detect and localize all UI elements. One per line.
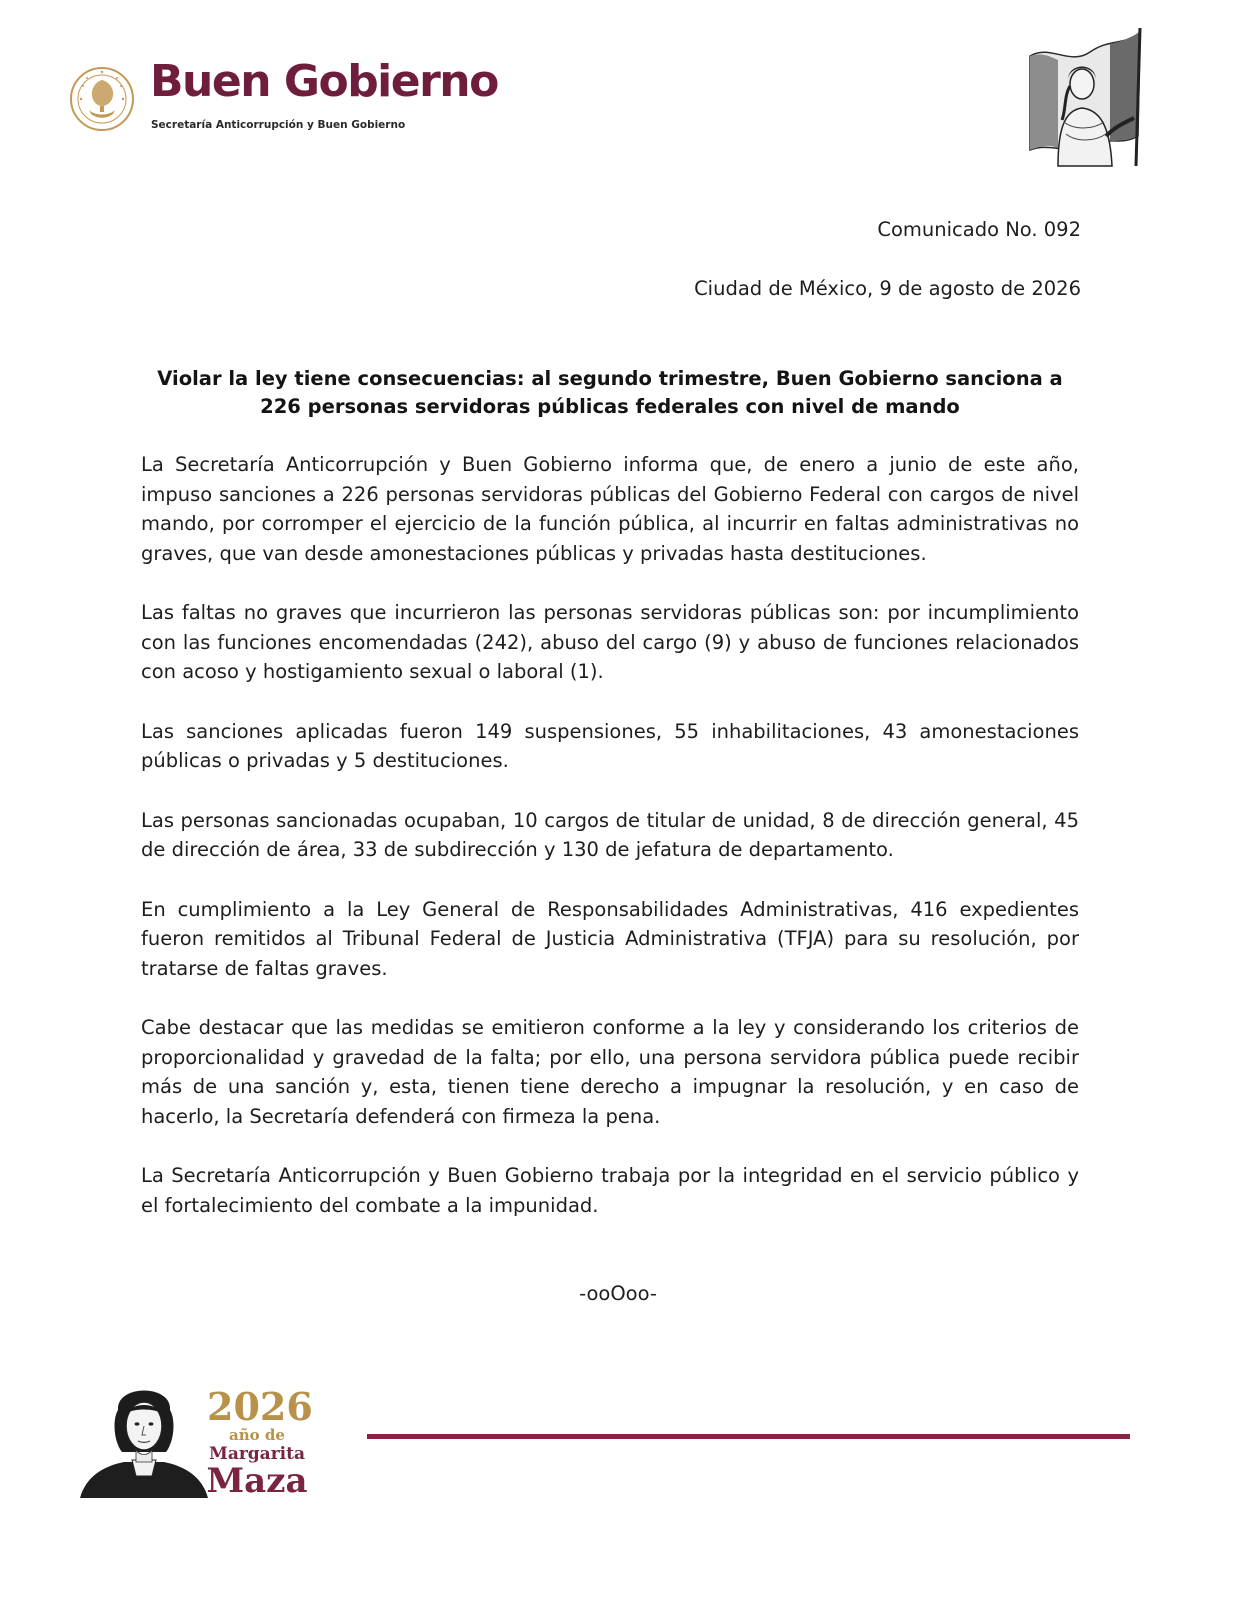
brand-subtitle: Secretaría Anticorrupción y Buen Gobierno <box>151 119 406 131</box>
footer-divider <box>367 1434 1130 1439</box>
year-subtitle: año de <box>229 1426 285 1444</box>
honoree-first-name: Margarita <box>209 1444 305 1464</box>
year-label: 2026 <box>207 1384 313 1429</box>
paragraph: La Secretaría Anticorrupción y Buen Gobierno trabaja por la integridad en el servicio público y el fortalecimiento del combate a la impunidad. <box>141 1164 1079 1217</box>
press-release-body <box>141 450 1079 1250</box>
paragraph: Cabe destacar que las medidas se emitieron conforme a la ley y considerando los criterios de proporcionalidad y gravedad de la falta; por ello, una persona servidora pública puede recibir más de una sanción y, esta, tienen tiene derecho a impugnar la resolución, y en caso de hacerlo, la Secretaría defenderá con firmeza la pena. <box>141 1016 1079 1128</box>
honoree-last-name: Maza <box>206 1461 308 1501</box>
paragraph: Las personas sancionadas ocupaban, 10 cargos de titular de unidad, 8 de dirección general, 45 de dirección de área, 33 de subdirección y 130 de jefatura de departamento. <box>141 808 1079 861</box>
margarita-maza-portrait <box>80 1380 208 1498</box>
paragraph: En cumplimiento a la Ley General de Responsabilidades Administrativas, 416 expedientes fueron remitidos al Tribunal Federal de Justicia Administrativa (TFJA) para su resolución, por tratarse de faltas graves. <box>141 897 1079 980</box>
closing-mark: -ooOoo- <box>579 1282 657 1305</box>
press-release-title: Violar la ley tiene consecuencias: al segundo trimestre, Buen Gobierno sanciona a 226 personas servidoras públicas federales con nivel de mando <box>157 367 1063 418</box>
paragraph: Las sanciones aplicadas fueron 149 suspensiones, 55 inhabilitaciones, 43 amonestaciones públicas o privadas y 5 destituciones. <box>141 719 1079 772</box>
date-line: Ciudad de México, 9 de agosto de 2026 <box>694 277 1081 300</box>
paragraph: La Secretaría Anticorrupción y Buen Gobierno informa que, de enero a junio de este año, impuso sanciones a 226 personas servidoras públicas del Gobierno Federal con cargos de nivel mando, por corromper el ejercicio de la función pública, al incurrir en faltas administrativas no graves, que van desde amonestaciones públicas y privadas hasta destituciones. <box>141 453 1079 565</box>
paragraph: Las faltas no graves que incurrieron las personas servidoras públicas son: por incumplimiento con las funciones encomendadas (242), abuso del cargo (9) y abuso de funciones relacionados con acoso y hostigamiento sexual o laboral (1). <box>141 601 1079 683</box>
flag-woman-illustration <box>1010 26 1150 168</box>
brand-name: Buen Gobierno <box>150 56 498 107</box>
national-seal-icon <box>69 66 135 132</box>
comunicado-number: Comunicado No. 092 <box>877 218 1081 241</box>
